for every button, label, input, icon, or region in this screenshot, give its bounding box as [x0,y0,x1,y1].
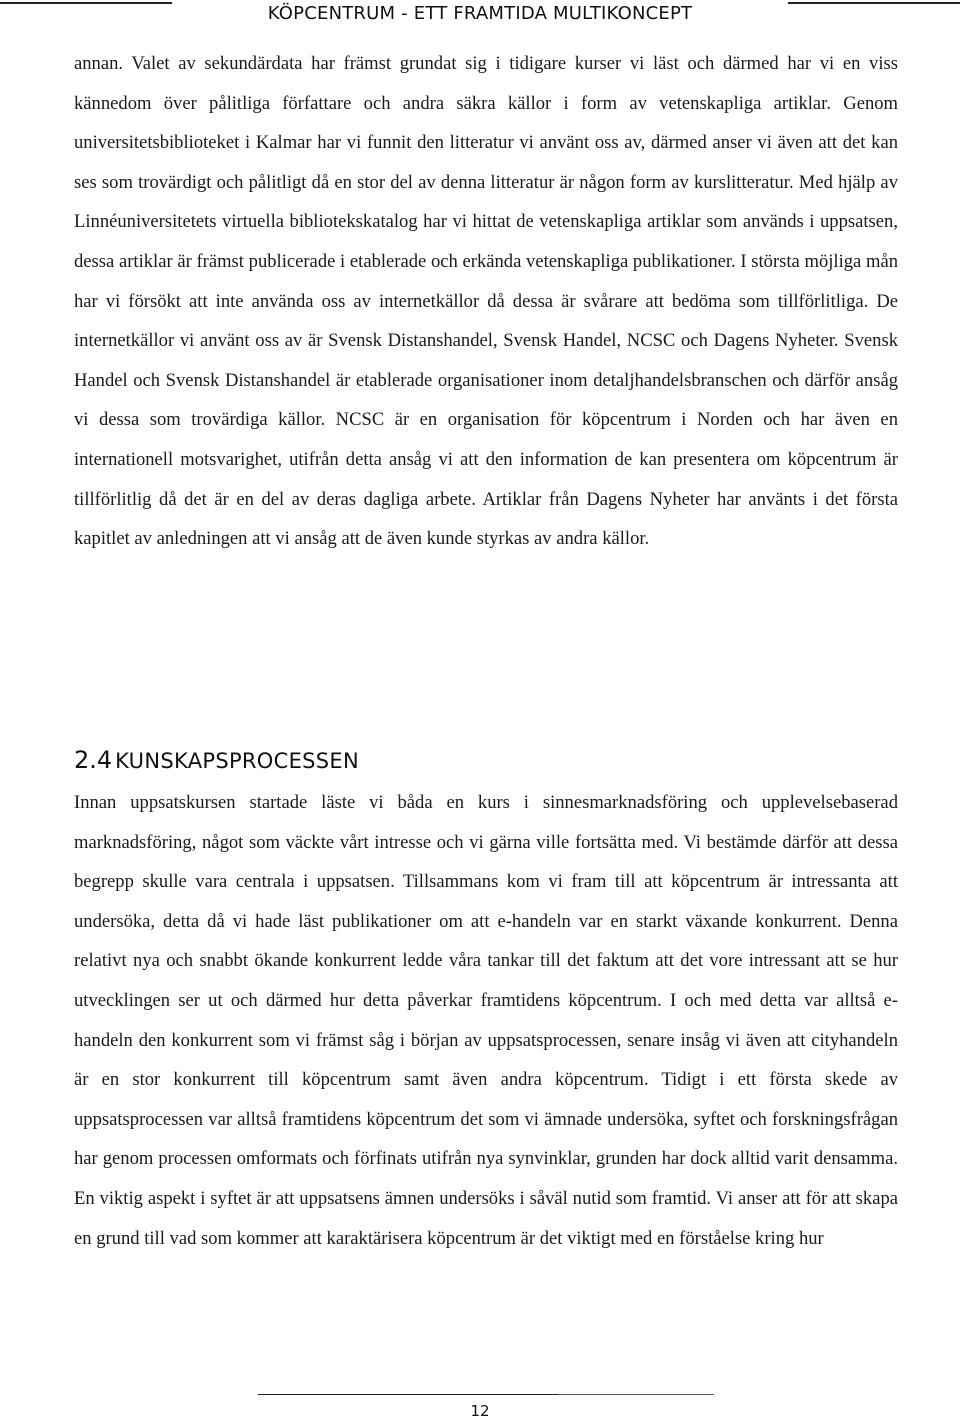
body-paragraph: annan. Valet av sekundärdata har främst grundat sig i tidigare kurser vi läst och därmed har vi en viss kännedom över pålitliga författare och andra säkra källor i form av vetenskapliga artiklar. Genom universitetsbiblioteket i Kalmar har vi funnit den litteratur vi använt oss av, därmed anser vi även att det kan ses som trovärdigt och pålitligt då en stor del av denna litteratur är någon form av kurslitteratur. Med hjälp av Linnéuniversitetets virtuella bibliotekskatalog har vi hittat de vetenskapliga artiklar som används i uppsatsen, dessa artiklar är främst publicerade i etablerade och erkända vetenskapliga publikationer. I största möjliga mån har vi försökt att inte använda oss av internetkällor då dessa är svårare att bedöma som tillförlitliga. De internetkällor vi använt oss av är Svensk Distanshandel, Svensk Handel, NCSC och Dagens Nyheter. Svensk Handel och Svensk Distanshandel är etablerade organisationer inom detaljhandelsbranschen och därför ansåg vi dessa som trovärdiga källor. NCSC är en organisation för köpcentrum i Norden och har även en internationell motsvarighet, utifrån detta ansåg vi att den information de kan presentera om köpcentrum är tillförlitlig då det är en del av deras dagliga arbete. Artiklar från Dagens Nyheter har använts i det första kapitlet av anledningen att vi ansåg att de även kunde styrkas av andra källor. [74,53,898,550]
section-heading [74,740,359,781]
body-paragraph: Innan uppsatskursen startade läste vi båda en kurs i sinnesmarknadsföring och upplevelsebaserad marknadsföring, något som väckte vårt intresse och vi gärna ville fortsätta med. Vi bestämde därför att dessa begrepp skulle vara centrala i uppsatsen. Tillsammans kom vi fram till att köpcentrum är intressanta att undersöka, detta då vi hade läst publikationer om att e-handeln var en starkt växande konkurrent. Denna relativt nya och snabbt ökande konkurrent ledde våra tankar till det faktum att det vore intressant att se hur utvecklingen ser ut och därmed hur detta påverkar framtidens köpcentrum. I och med detta var alltså e-handeln den konkurrent som vi främst såg i början av uppsatsprocessen, senare insåg vi även att cityhandeln är en stor konkurrent till köpcentrum samt även andra köpcentrum. Tidigt i ett första skede av uppsatsprocessen var alltså framtidens köpcentrum det som vi ämnade undersöka, syftet och forskningsfrågan har genom processen omformats och förfinats utifrån nya synvinklar, grunden har dock alltid varit densamma. En viktig aspekt i syftet är att uppsatsens ämnen undersöks i såväl nutid som framtid. Vi anser att för att skapa en grund till vad som kommer att karaktärisera köpcentrum är det viktigt med en förståelse kring hur [74,792,898,1249]
section-title: KUNSKAPSPROCESSEN [115,749,360,773]
header-rule-right [788,2,960,4]
footer-rule-accent [258,1394,558,1395]
section-number: 2.4 [74,746,113,774]
page-number: 12 [470,1402,490,1420]
header-rule-left [0,2,172,4]
running-header: KÖPCENTRUM - ETT FRAMTIDA MULTIKONCEPT [267,3,693,24]
